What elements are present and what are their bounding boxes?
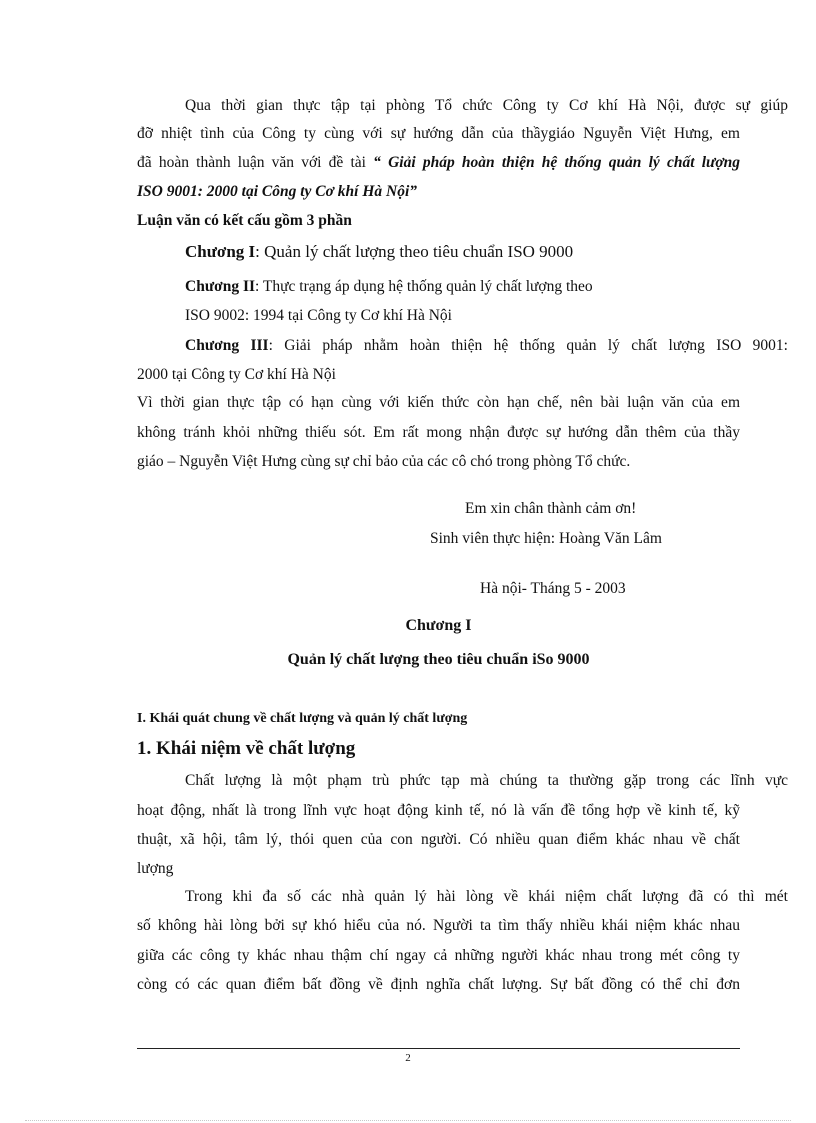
chapter-title: Chương I xyxy=(405,617,472,634)
intro-line-1: Qua thời gian thực tập tại phòng Tổ chức Công ty Cơ khí Hà Nội, được sự giúp xyxy=(185,97,788,114)
closing-line-1: Vì thời gian thực tập có hạn cùng với kiến thức còn hạn chế, nên bài luận văn của em xyxy=(137,394,740,411)
thesis-title-part-2: ISO 9001: 2000 tại Công ty Cơ khí Hà Nội” xyxy=(137,183,418,200)
chapter-2-entry xyxy=(137,277,788,297)
chapter-3-text-cont: 2000 tại Công ty Cơ khí Hà Nội xyxy=(137,366,336,383)
date-line: Hà nội- Tháng 5 - 2003 xyxy=(480,580,626,597)
section-heading: I. Khái quát chung về chất lượng và quản lý chất lượng xyxy=(137,711,468,726)
chapter-1-entry xyxy=(137,242,788,262)
closing-line-2: không tránh khỏi những thiếu sót. Em rất mong nhận được sự hướng dẫn thêm của thầy xyxy=(137,424,740,441)
body-p2-line-1: Trong khi đa số các nhà quản lý hài lòng về khái niệm chất lượng đã có thì mét xyxy=(185,888,788,905)
chapter-2-label: Chương II xyxy=(185,278,256,295)
intro-line-2: đỡ nhiệt tình của Công ty cùng với sự hướng dẫn của thầygiáo Nguyễn Việt Hưng, em xyxy=(137,125,740,142)
chapter-2-text: : Thực trạng áp dụng hệ thống quản lý chất lượng theo xyxy=(255,278,593,295)
body-p2-line-3: giữa các công ty khác nhau thậm chí ngay cả những người khác nhau trong mét công ty xyxy=(137,947,740,964)
body-p1-line-3: thuật, xã hội, tâm lý, thói quen của con người. Có nhiều quan điểm khác nhau về chất xyxy=(137,831,740,848)
student-line: Sinh viên thực hiện: Hoàng Văn Lâm xyxy=(430,530,662,547)
intro-line-3 xyxy=(137,153,740,173)
closing-line-3: giáo – Nguyễn Việt Hưng cùng sự chỉ bảo của các cô chó trong phòng Tổ chức. xyxy=(137,453,631,470)
body-p2-line-4: còng có các quan điểm bất đồng về định nghĩa chất lượng. Sự bất đồng có thể chỉ đơn xyxy=(137,976,740,993)
chapter-1-label: Chương I xyxy=(185,242,256,261)
subsection-heading: 1. Khái niệm về chất lượng xyxy=(137,738,356,759)
body-p2-line-2: số không hài lòng bởi sự khó hiểu của nó. Người ta tìm thấy nhiều khái niệm khác nhau xyxy=(137,917,740,934)
chapter-subtitle: Quản lý chất lượng theo tiêu chuẩn iSo 9000 xyxy=(287,651,590,668)
structure-intro: Luận văn có kết cấu gồm 3 phần xyxy=(137,212,352,229)
page-number: 2 xyxy=(405,1052,411,1064)
chapter-3-text: : Giải pháp nhằm hoàn thiện hệ thống quản lý chất lượng ISO 9001: xyxy=(268,337,788,354)
thesis-title-part-1: “ Giải pháp hoàn thiện hệ thống quản lý chất lượng xyxy=(373,154,741,171)
chapter-3-label: Chương III xyxy=(185,337,269,354)
chapter-1-text: : Quản lý chất lượng theo tiêu chuẩn ISO 9000 xyxy=(255,242,574,261)
body-p1-line-4: lượng xyxy=(137,860,174,877)
intro-line-3-prefix: đã hoàn thành luận văn với đề tài xyxy=(137,154,366,171)
body-p1-line-2: hoạt động, nhất là trong lĩnh vực hoạt động kinh tế, nó là vấn đề tổng hợp về kinh tế, kỹ xyxy=(137,802,740,819)
page-boundary xyxy=(25,1120,791,1121)
body-p1-line-1: Chất lượng là một phạm trù phức tạp mà chúng ta thường gặp trong các lĩnh vực xyxy=(185,772,788,789)
chapter-3-entry xyxy=(137,336,788,356)
chapter-2-text-cont: ISO 9002: 1994 tại Công ty Cơ khí Hà Nội xyxy=(185,307,452,324)
thanks-line: Em xin chân thành cảm ơn! xyxy=(465,500,637,517)
footer-rule xyxy=(137,1048,740,1049)
